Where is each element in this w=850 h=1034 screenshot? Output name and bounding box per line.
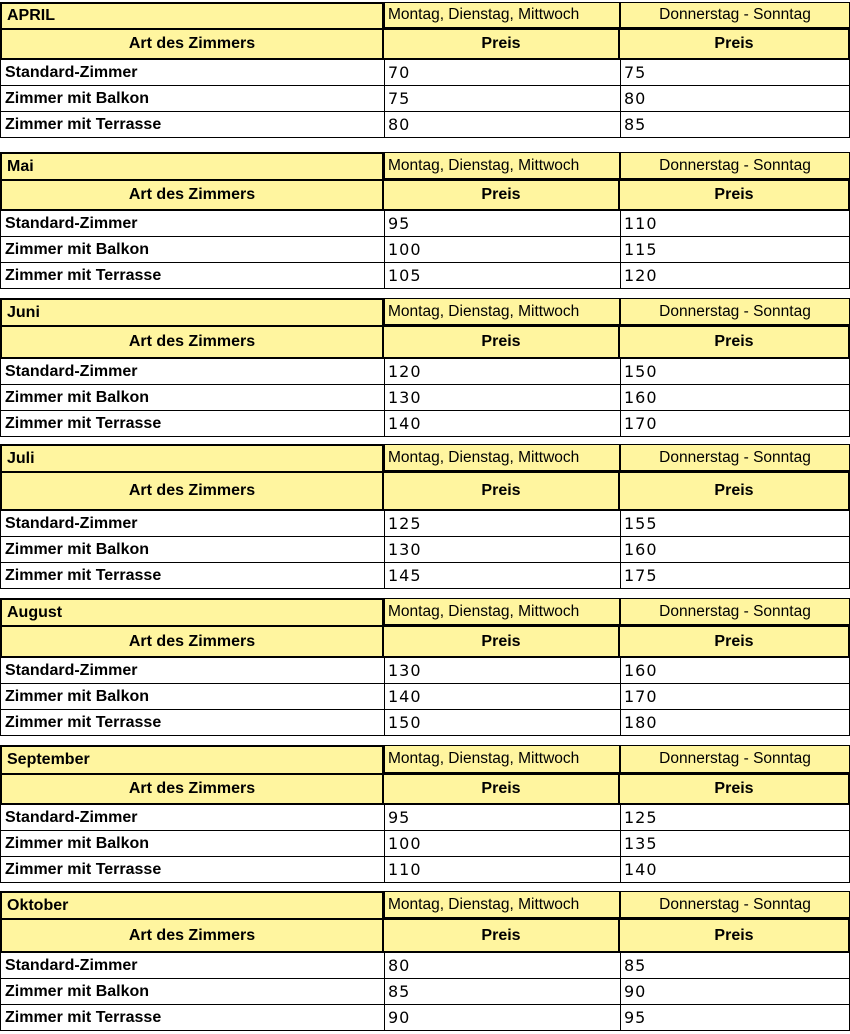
price-header-mon-wed: Preis [384, 918, 620, 953]
table-row [0, 979, 850, 1005]
month-name: September [0, 745, 384, 773]
price-cell-mon-wed: 140 [384, 411, 620, 437]
price-header-mon-wed: Preis [384, 28, 620, 60]
price-cell-thu-sun: 120 [620, 263, 850, 289]
price-header-mon-wed: Preis [384, 625, 620, 658]
month-header-row [0, 745, 850, 773]
price-cell-thu-sun: 95 [620, 1005, 850, 1031]
price-header-mon-wed: Preis [384, 179, 620, 211]
column-header-row [0, 28, 850, 60]
price-cell-mon-wed: 100 [384, 831, 620, 857]
price-cell-thu-sun: 160 [620, 658, 850, 684]
table-row [0, 537, 850, 563]
room-type-cell: Zimmer mit Balkon [0, 979, 384, 1005]
price-cell-mon-wed: 125 [384, 511, 620, 537]
column-header-row [0, 918, 850, 953]
table-row [0, 710, 850, 736]
price-header-thu-sun: Preis [620, 625, 850, 658]
price-cell-thu-sun: 85 [620, 953, 850, 979]
table-row [0, 857, 850, 883]
room-type-header: Art des Zimmers [0, 325, 384, 359]
price-cell-thu-sun: 110 [620, 211, 850, 237]
room-type-cell: Standard-Zimmer [0, 60, 384, 86]
weekday-group-thu-sun: Donnerstag - Sonntag [620, 598, 850, 625]
price-cell-thu-sun: 90 [620, 979, 850, 1005]
table-row [0, 263, 850, 289]
table-row [0, 211, 850, 237]
table-row [0, 112, 850, 138]
price-cell-thu-sun: 125 [620, 805, 850, 831]
price-cell-thu-sun: 155 [620, 511, 850, 537]
room-type-cell: Standard-Zimmer [0, 359, 384, 385]
table-row [0, 511, 850, 537]
price-cell-thu-sun: 175 [620, 563, 850, 589]
table-row [0, 411, 850, 437]
price-cell-thu-sun: 115 [620, 237, 850, 263]
table-row [0, 953, 850, 979]
table-row [0, 805, 850, 831]
table-row [0, 1005, 850, 1031]
month-header-row [0, 298, 850, 325]
room-type-header: Art des Zimmers [0, 179, 384, 211]
month-header-row [0, 2, 850, 28]
table-row [0, 359, 850, 385]
room-type-cell: Zimmer mit Balkon [0, 684, 384, 710]
price-cell-mon-wed: 140 [384, 684, 620, 710]
price-cell-thu-sun: 85 [620, 112, 850, 138]
room-type-cell: Standard-Zimmer [0, 805, 384, 831]
weekday-group-mon-wed: Montag, Dienstag, Mittwoch [384, 444, 620, 471]
room-type-cell: Zimmer mit Terrasse [0, 1005, 384, 1031]
price-cell-mon-wed: 95 [384, 805, 620, 831]
price-cell-thu-sun: 170 [620, 684, 850, 710]
month-header-row [0, 598, 850, 625]
table-row [0, 563, 850, 589]
table-row [0, 237, 850, 263]
room-type-header: Art des Zimmers [0, 918, 384, 953]
month-name: Juli [0, 444, 384, 471]
month-name: Juni [0, 298, 384, 325]
room-type-cell: Zimmer mit Balkon [0, 385, 384, 411]
price-header-thu-sun: Preis [620, 28, 850, 60]
room-type-cell: Zimmer mit Balkon [0, 831, 384, 857]
room-type-cell: Zimmer mit Terrasse [0, 263, 384, 289]
column-header-row [0, 179, 850, 211]
price-cell-mon-wed: 105 [384, 263, 620, 289]
price-cell-mon-wed: 150 [384, 710, 620, 736]
price-cell-thu-sun: 150 [620, 359, 850, 385]
room-type-cell: Zimmer mit Balkon [0, 237, 384, 263]
price-header-mon-wed: Preis [384, 471, 620, 511]
room-type-cell: Zimmer mit Terrasse [0, 112, 384, 138]
weekday-group-thu-sun: Donnerstag - Sonntag [620, 2, 850, 28]
room-type-cell: Zimmer mit Terrasse [0, 710, 384, 736]
room-type-header: Art des Zimmers [0, 28, 384, 60]
month-header-row [0, 152, 850, 179]
month-header-row [0, 891, 850, 918]
price-cell-mon-wed: 130 [384, 537, 620, 563]
room-type-cell: Zimmer mit Terrasse [0, 411, 384, 437]
column-header-row [0, 325, 850, 359]
price-header-thu-sun: Preis [620, 325, 850, 359]
room-type-cell: Standard-Zimmer [0, 211, 384, 237]
room-type-header: Art des Zimmers [0, 625, 384, 658]
month-name: August [0, 598, 384, 625]
price-header-mon-wed: Preis [384, 773, 620, 805]
room-type-cell: Standard-Zimmer [0, 953, 384, 979]
price-cell-thu-sun: 140 [620, 857, 850, 883]
price-cell-mon-wed: 130 [384, 658, 620, 684]
room-type-cell: Zimmer mit Balkon [0, 537, 384, 563]
column-header-row [0, 625, 850, 658]
weekday-group-thu-sun: Donnerstag - Sonntag [620, 891, 850, 918]
month-name: Mai [0, 152, 384, 179]
weekday-group-mon-wed: Montag, Dienstag, Mittwoch [384, 152, 620, 179]
price-cell-mon-wed: 80 [384, 953, 620, 979]
price-cell-mon-wed: 70 [384, 60, 620, 86]
price-cell-thu-sun: 170 [620, 411, 850, 437]
room-type-cell: Zimmer mit Terrasse [0, 563, 384, 589]
price-cell-mon-wed: 75 [384, 86, 620, 112]
price-cell-mon-wed: 120 [384, 359, 620, 385]
price-cell-thu-sun: 135 [620, 831, 850, 857]
weekday-group-mon-wed: Montag, Dienstag, Mittwoch [384, 2, 620, 28]
price-header-mon-wed: Preis [384, 325, 620, 359]
room-type-cell: Standard-Zimmer [0, 658, 384, 684]
room-type-header: Art des Zimmers [0, 471, 384, 511]
price-cell-mon-wed: 80 [384, 112, 620, 138]
price-cell-mon-wed: 85 [384, 979, 620, 1005]
weekday-group-thu-sun: Donnerstag - Sonntag [620, 298, 850, 325]
room-type-cell: Standard-Zimmer [0, 511, 384, 537]
price-cell-thu-sun: 180 [620, 710, 850, 736]
month-header-row [0, 444, 850, 471]
price-cell-thu-sun: 80 [620, 86, 850, 112]
month-name: APRIL [0, 2, 384, 28]
price-cell-mon-wed: 130 [384, 385, 620, 411]
price-cell-mon-wed: 110 [384, 857, 620, 883]
price-header-thu-sun: Preis [620, 773, 850, 805]
weekday-group-thu-sun: Donnerstag - Sonntag [620, 745, 850, 773]
column-header-row [0, 773, 850, 805]
room-type-cell: Zimmer mit Balkon [0, 86, 384, 112]
table-row [0, 658, 850, 684]
price-cell-mon-wed: 100 [384, 237, 620, 263]
price-header-thu-sun: Preis [620, 918, 850, 953]
price-header-thu-sun: Preis [620, 179, 850, 211]
price-header-thu-sun: Preis [620, 471, 850, 511]
weekday-group-thu-sun: Donnerstag - Sonntag [620, 152, 850, 179]
table-row [0, 831, 850, 857]
weekday-group-mon-wed: Montag, Dienstag, Mittwoch [384, 298, 620, 325]
price-cell-mon-wed: 90 [384, 1005, 620, 1031]
weekday-group-mon-wed: Montag, Dienstag, Mittwoch [384, 891, 620, 918]
weekday-group-mon-wed: Montag, Dienstag, Mittwoch [384, 745, 620, 773]
room-type-header: Art des Zimmers [0, 773, 384, 805]
price-cell-thu-sun: 160 [620, 385, 850, 411]
table-row [0, 684, 850, 710]
price-cell-mon-wed: 145 [384, 563, 620, 589]
month-name: Oktober [0, 891, 384, 918]
table-row [0, 385, 850, 411]
price-cell-mon-wed: 95 [384, 211, 620, 237]
weekday-group-thu-sun: Donnerstag - Sonntag [620, 444, 850, 471]
column-header-row [0, 471, 850, 511]
weekday-group-mon-wed: Montag, Dienstag, Mittwoch [384, 598, 620, 625]
table-row [0, 86, 850, 112]
table-row [0, 60, 850, 86]
price-cell-thu-sun: 160 [620, 537, 850, 563]
room-type-cell: Zimmer mit Terrasse [0, 857, 384, 883]
price-cell-thu-sun: 75 [620, 60, 850, 86]
